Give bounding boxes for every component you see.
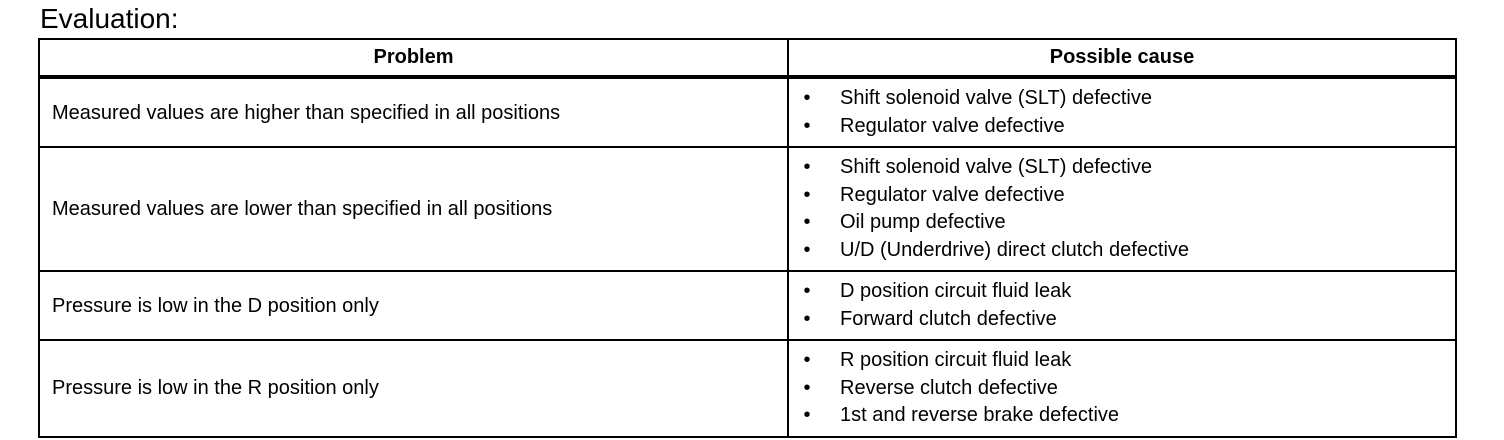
bullet-icon: • [803, 87, 811, 109]
cause-item [789, 154, 1455, 182]
cause-list [789, 85, 1455, 140]
bullet-icon: • [803, 404, 811, 426]
table-row [39, 77, 1456, 147]
cause-text: Reverse clutch defective [840, 376, 1058, 399]
table-row [39, 271, 1456, 340]
bullet-icon: • [803, 156, 811, 178]
cause-text: Forward clutch defective [840, 307, 1057, 330]
column-header-problem: Problem [39, 39, 788, 77]
cause-text: Regulator valve defective [840, 183, 1065, 206]
problem-cell: Measured values are higher than specified in all positions [39, 77, 788, 147]
cause-cell [788, 147, 1456, 271]
cause-cell [788, 271, 1456, 340]
cause-list [789, 347, 1455, 430]
cause-text: R position circuit fluid leak [840, 349, 1072, 371]
table-row [39, 147, 1456, 271]
cause-text: Shift solenoid valve (SLT) defective [840, 156, 1153, 178]
cause-item [789, 113, 1455, 141]
cause-item [789, 347, 1455, 375]
cause-item [789, 306, 1455, 334]
cause-item [789, 209, 1455, 237]
page-title: Evaluation: [40, 3, 179, 34]
bullet-icon: • [803, 114, 811, 137]
cause-cell [788, 77, 1456, 147]
cause-item [789, 85, 1455, 113]
bullet-icon: • [803, 211, 811, 233]
problem-cell: Pressure is low in the D position only [39, 271, 788, 340]
table-row [39, 340, 1456, 437]
cause-text: U/D (Underdrive) direct clutch defective [840, 238, 1190, 261]
bullet-icon: • [803, 238, 811, 261]
bullet-icon: • [803, 376, 811, 399]
problem-cell: Pressure is low in the R position only [39, 340, 788, 437]
bullet-icon: • [803, 307, 811, 330]
bullet-icon: • [803, 183, 811, 206]
cause-text: Oil pump defective [840, 211, 1006, 233]
cause-list [789, 154, 1455, 264]
cause-text: D position circuit fluid leak [840, 280, 1072, 302]
evaluation-table [38, 38, 1457, 438]
cause-text: Shift solenoid valve (SLT) defective [840, 87, 1153, 109]
table-header-row [39, 39, 1456, 77]
cause-cell [788, 340, 1456, 437]
cause-text: Regulator valve defective [840, 114, 1065, 137]
cause-item [789, 182, 1455, 210]
cause-list [789, 278, 1455, 333]
bullet-icon: • [803, 280, 811, 302]
column-header-possible-cause: Possible cause [788, 39, 1456, 77]
bullet-icon: • [803, 349, 811, 371]
cause-item [789, 278, 1455, 306]
cause-item [789, 402, 1455, 430]
cause-item [789, 375, 1455, 403]
problem-cell: Measured values are lower than specified in all positions [39, 147, 788, 271]
cause-text: 1st and reverse brake defective [840, 404, 1120, 426]
cause-item [789, 237, 1455, 265]
